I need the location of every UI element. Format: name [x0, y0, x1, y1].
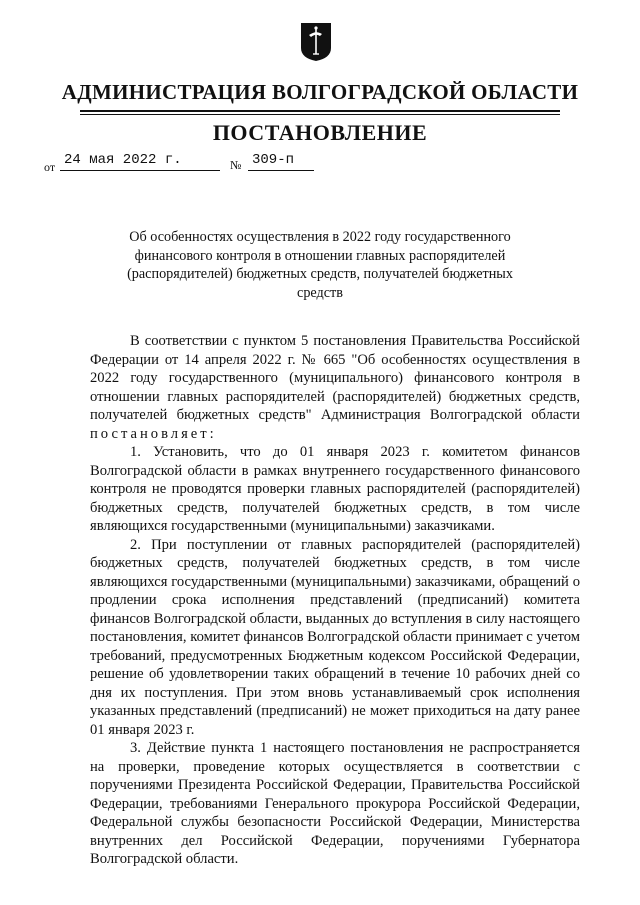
date-label: от — [44, 160, 56, 174]
item-paragraph-1: 1. Установить, что до 01 января 2023 г. комитетом финансов Волгоградской области в рамках внутреннего государственного финансового контроля не проводятся проверки главных распорядителей (распорядителей) бюджетных средств, получателей бюджетных средств, в том числе являющихся государственными (муниципальными) заказчиками. — [90, 444, 580, 534]
decree-word: постановляет: — [90, 425, 217, 442]
document-subject: Об особенностях осуществления в 2022 году государственного финансового контроля в отношении главных распорядителей (распорядителей) бюджетных средств, получателей бюджетных средств — [127, 229, 513, 301]
header-divider-thin — [80, 114, 560, 115]
document-type-title: ПОСТАНОВЛЕНИЕ — [212, 120, 428, 145]
number-value: 309-п — [248, 152, 314, 171]
coat-of-arms-icon — [300, 22, 332, 62]
date-value: 24 мая 2022 г. — [60, 152, 220, 171]
header-divider — [80, 110, 560, 112]
document-body — [90, 332, 580, 869]
preamble-paragraph — [90, 332, 580, 443]
organization-title: АДМИНИСТРАЦИЯ ВОЛГОГРАДСКОЙ ОБЛАСТИ — [61, 80, 579, 104]
item-paragraph-3: 3. Действие пункта 1 настоящего постановления не распространяется на проверки, проведение которых осуществляется в соответствии с поручениями Президента Российской Федерации, Правительства Российской Федерации, требованиями Генерального прокурора Российской Федерации, Федеральной службы безопасности Российской Федерации, Министерства внутренних дел Российской Федерации, поручениями Губернатора Волгоградской области. — [90, 740, 580, 867]
number-label: № — [230, 158, 242, 172]
preamble-text: В соответствии с пунктом 5 постановления Правительства Российской Федерации от 14 апреля 2022 г. № 665 "Об особенностях осуществления в 2022 году государственного (муниципального) финансового контроля в отношении главных распорядителей (распорядителей) бюджетных средств, получателей бюджетных средств" Администрация Волгоградской области — [90, 333, 580, 423]
item-paragraph-2: 2. При поступлении от главных распорядителей (распорядителей) бюджетных средств, получателей бюджетных средств, в том числе являющихся государственными (муниципальными) заказчиками, обращений о продлении срока исполнения представлений (предписаний) комитета финансов Волгоградской области, выданных до вступления в силу настоящего постановления, комитет финансов Волгоградской области принимает с учетом требований, предусмотренных Бюджетным кодексом Российской Федерации, решение об удовлетворении таких обращений в течение 10 рабочих дней со дня их поступления. При этом вновь устанавливаемый срок исполнения указанных представлений (предписаний) не может приходиться на дату ранее 01 января 2023 г. — [90, 536, 580, 738]
